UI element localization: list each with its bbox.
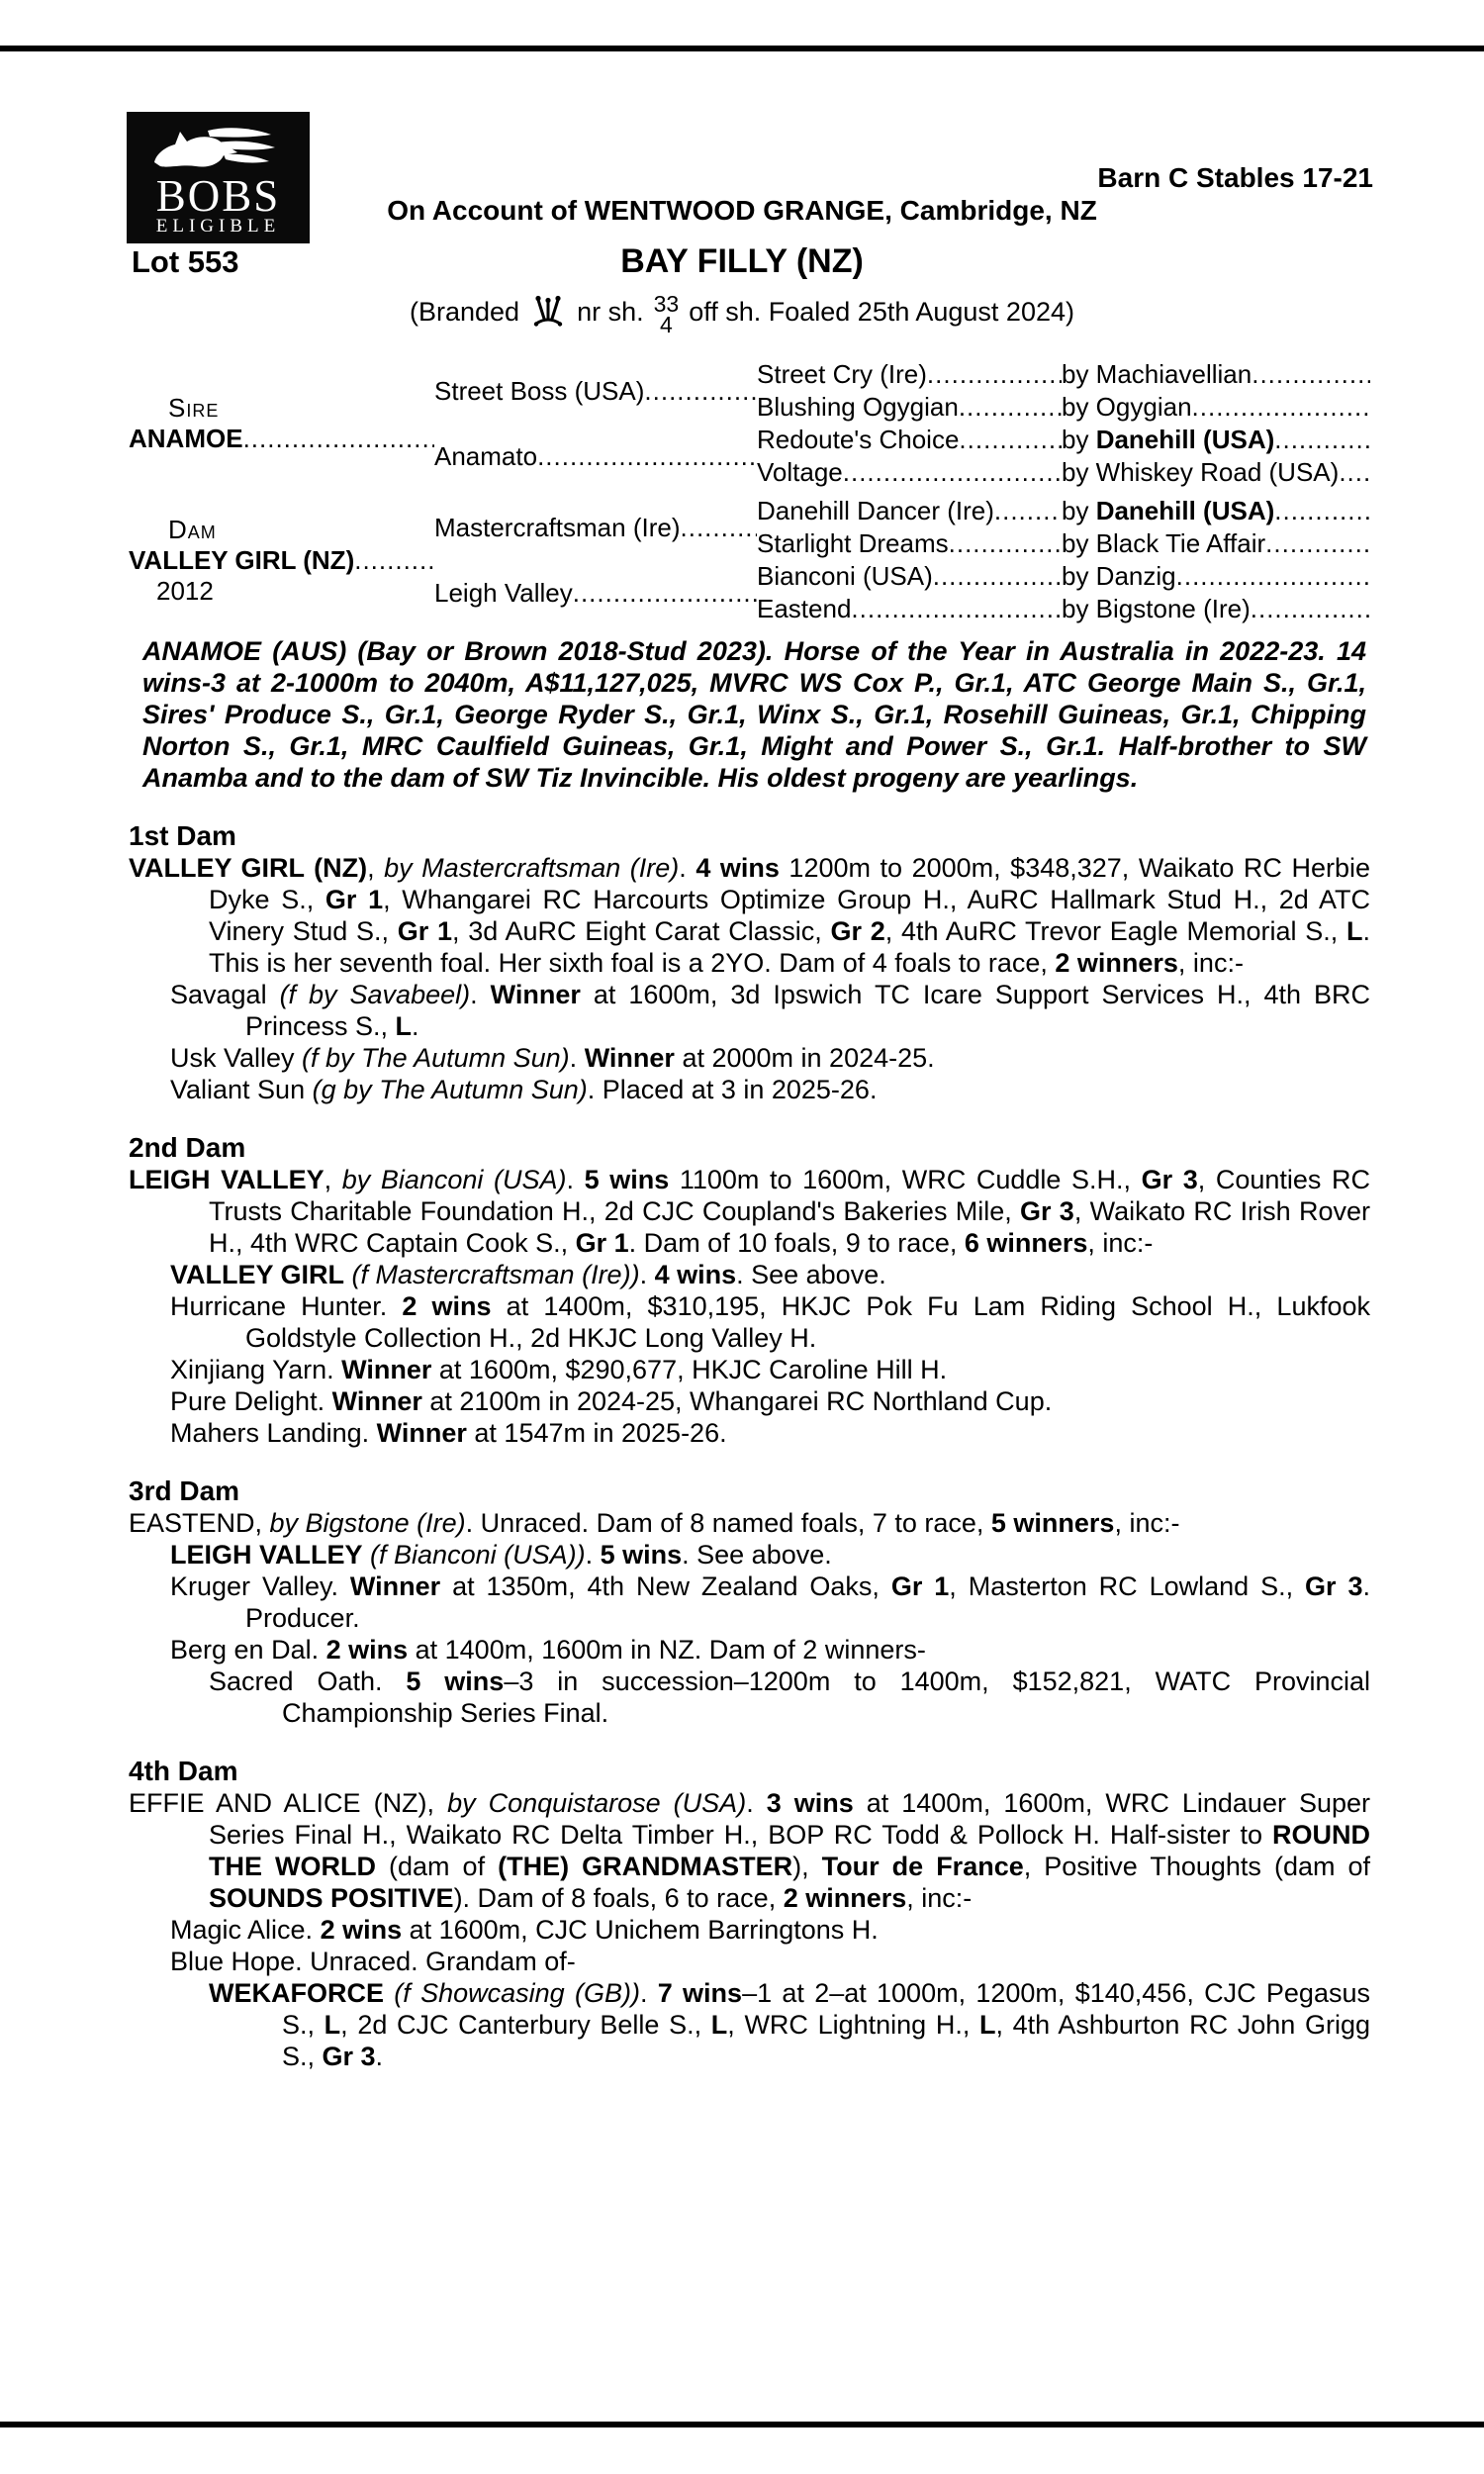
dam-name: VALLEY GIRL (NZ) (129, 544, 355, 575)
sire-cell (129, 358, 434, 489)
horse-name: Eastend (757, 594, 852, 623)
pedigree-by-row (1062, 358, 1370, 391)
pedigree-gen3-row (757, 527, 1062, 560)
dot-leader (354, 545, 434, 576)
pedigree-gen2-row (434, 358, 757, 424)
page-title: BAY FILLY (NZ) (620, 242, 864, 280)
pedigree-gen3-row (757, 391, 1062, 424)
pedigree-text (129, 635, 1370, 2072)
dot-leader (644, 376, 757, 407)
dam-name-row (129, 545, 434, 576)
horse-name: Danehill Dancer (Ire) (757, 496, 994, 525)
sire-name: ANAMOE (129, 424, 243, 453)
progeny-entry: Xinjiang Yarn. Winner at 1600m, $290,677, HKJC Caroline Hill H. (170, 1355, 948, 1384)
by-sire: by Whiskey Road (USA) (1062, 457, 1340, 487)
dot-leader (1192, 392, 1370, 423)
horse-name: Blushing Ogygian (757, 392, 959, 422)
sire-blurb: ANAMOE (AUS) (Bay or Brown 2018-Stud 2023). Horse of the Year in Australia in 2022-23. 14 wins-3 at 2-1000m to 2040m, A$11,127,025, MVRC WS Cox P., Gr.1, ATC George Main S., Gr.1, Sires' Produce S., Gr.1, George Ryder S., Gr.1, Winx S., Gr.1, Rosehill Guineas, Gr.1, Chipping Norton S., Gr.1, MRC Caulfield Guineas, Gr.1, Might and Power S., Gr.1. Half-brother to SW Anamba and to the dam of SW Tiz Invincible. His oldest progeny are yearlings. (142, 636, 1366, 793)
brand-fraction (653, 291, 680, 337)
dam-paragraph: VALLEY GIRL (NZ), by Mastercraftsman (Ire). 4 wins 1200m to 2000m, $348,327, Waikato RC Herbie Dyke S., Gr 1, Whangarei RC Harcourts Optimize Group H., AuRC Hallmark Stud H., 2d ATC Vinery Stud S., Gr 1, 3d AuRC Eight Carat Classic, Gr 2, 4th AuRC Trevor Eagle Memorial S., L. This is her seventh foal. Her sixth foal is a 2YO. Dam of 4 foals to race, 2 winners, inc:- (129, 853, 1371, 978)
dot-leader (851, 594, 1062, 624)
dot-leader (959, 425, 1062, 455)
logo-wordmark: BOBS (155, 171, 281, 221)
progeny-entry: LEIGH VALLEY (f Bianconi (USA)). 5 wins. See above. (170, 1540, 832, 1570)
progeny-entry: Kruger Valley. Winner at 1350m, 4th New Zealand Oaks, Gr 1, Masterton RC Lowland S., Gr 3. Producer. (170, 1571, 1371, 1633)
pedigree-gen2-row (434, 560, 757, 625)
dot-leader (843, 457, 1062, 488)
progeny-entry: Usk Valley (f by The Autumn Sun). Winner at 2000m in 2024-25. (170, 1043, 935, 1073)
branded-line (0, 291, 1484, 337)
dam-cell (129, 495, 434, 625)
dot-leader (933, 561, 1062, 592)
branded-near-shoulder: nr sh. (577, 296, 644, 327)
by-sire: by Danzig (1062, 561, 1176, 591)
progeny-entry: Magic Alice. 2 wins at 1600m, CJC Unichem Barringtons H. (170, 1915, 879, 1945)
by-sire: by Machiavellian (1062, 359, 1252, 389)
dot-leader (573, 578, 757, 609)
sire-label: Sire (168, 393, 220, 423)
header-rule (0, 46, 1484, 51)
horse-name: Bianconi (USA) (757, 561, 933, 591)
pedigree-by-row (1062, 424, 1370, 456)
by-sire: by Black Tie Affair (1062, 528, 1266, 558)
branded-prefix: (Branded (410, 296, 520, 327)
progeny-entry: Blue Hope. Unraced. Grandam of- (170, 1947, 576, 1976)
section-heading-1st-dam: 1st Dam (129, 820, 236, 851)
dot-leader (537, 441, 757, 472)
horse-name: Starlight Dreams (757, 528, 949, 558)
pedigree-gen3-row (757, 593, 1062, 625)
dot-leader (1274, 496, 1370, 526)
logo-subtitle: ELIGIBLE (155, 216, 281, 237)
progeny-entry: VALLEY GIRL (f Mastercraftsman (Ire)). 4 wins. See above. (170, 1260, 886, 1289)
dam-paragraph: LEIGH VALLEY, by Bianconi (USA). 5 wins 1100m to 1600m, WRC Cuddle S.H., Gr 3, Counties RC Trusts Charitable Foundation H., 2d CJC Coupland's Bakeries Mile, Gr 3, Waikato RC Irish Rover H., 4th WRC Captain Cook S., Gr 1. Dam of 10 foals, 9 to race, 6 winners, inc:- (129, 1165, 1370, 1258)
horse-name: Leigh Valley (434, 577, 573, 608)
dot-leader (1252, 359, 1370, 390)
dot-leader (1251, 594, 1370, 624)
progeny-entry: Pure Delight. Winner at 2100m in 2024-25, Whangarei RC Northland Cup. (170, 1386, 1053, 1416)
dot-leader (959, 392, 1062, 423)
pedigree-gen3-row (757, 456, 1062, 489)
branded-suffix: off sh. Foaled 25th August 2024) (689, 296, 1074, 327)
dam-year: 2012 (156, 575, 214, 606)
pedigree-by-row (1062, 391, 1370, 424)
dot-leader (1274, 425, 1370, 455)
pedigree-by-row (1062, 560, 1370, 593)
dam-label: Dam (168, 514, 217, 544)
section-heading-3rd-dam: 3rd Dam (129, 1475, 240, 1506)
pedigree-gen3-row (757, 424, 1062, 456)
horse-head-icon (144, 125, 293, 176)
dot-leader (1339, 457, 1370, 488)
progeny-entry: Savagal (f by Savabeel). Winner at 1600m, 3d Ipswich TC Icare Support Services H., 4th BRC Princess S., L. (170, 980, 1370, 1041)
progeny-entry: Valiant Sun (g by The Autumn Sun). Placed at 3 in 2025-26. (170, 1075, 878, 1104)
horse-name: Voltage (757, 457, 843, 487)
dam-paragraph: EFFIE AND ALICE (NZ), by Conquistarose (USA). 3 wins at 1400m, 1600m, WRC Lindauer Super Series Final H., Waikato RC Delta Timber H., BOP RC Todd & Pollock H. Half-sister to ROUND THE WORLD (dam of (THE) GRANDMASTER), Tour de France, Positive Thoughts (dam of SOUNDS POSITIVE). Dam of 8 foals, 6 to race, 2 winners, inc:- (129, 1788, 1371, 1913)
dot-leader (949, 528, 1062, 559)
pedigree-by-row (1062, 456, 1370, 489)
progeny-entry: Berg en Dal. 2 wins at 1400m, 1600m in NZ. Dam of 2 winners- (170, 1635, 926, 1665)
pedigree-gen3-row (757, 358, 1062, 391)
horse-name: Redoute's Choice (757, 425, 960, 454)
dam-paragraph: EASTEND, by Bigstone (Ire). Unraced. Dam of 8 named foals, 7 to race, 5 winners, inc:- (129, 1508, 1180, 1538)
lot-number: Lot 553 (132, 244, 239, 279)
section-heading-4th-dam: 4th Dam (129, 1756, 238, 1786)
progeny-entry: Sacred Oath. 5 wins–3 in succession–1200m to 1400m, $152,821, WATC Provincial Championship Series Final. (209, 1666, 1371, 1728)
pedigree-gen3-row (757, 560, 1062, 593)
progeny-entry: Hurricane Hunter. 2 wins at 1400m, $310,195, HKJC Pok Fu Lam Riding School H., Lukfook Goldstyle Collection H., 2d HKJC Long Valley H. (170, 1291, 1370, 1353)
brand-fraction-top: 33 (653, 291, 680, 317)
by-sire: by Bigstone (Ire) (1062, 594, 1251, 623)
brand-fraction-bottom: 4 (660, 312, 673, 337)
footer-rule (0, 2422, 1484, 2427)
pedigree-gen2-row (434, 495, 757, 560)
by-sire: by Ogygian (1062, 392, 1192, 422)
dot-leader (927, 359, 1062, 390)
dot-leader (994, 496, 1062, 526)
pedigree-by-row (1062, 527, 1370, 560)
section-heading-2nd-dam: 2nd Dam (129, 1132, 246, 1163)
pedigree-gen3-row (757, 495, 1062, 527)
dot-leader (243, 424, 434, 454)
progeny-entry: Mahers Landing. Winner at 1547m in 2025-26. (170, 1418, 727, 1448)
dot-leader (1176, 561, 1370, 592)
horse-name: Street Boss (USA) (434, 375, 645, 406)
horse-name: Anamato (434, 440, 538, 471)
brand-mark-icon (529, 294, 567, 330)
horse-name: Mastercraftsman (Ire) (434, 512, 681, 542)
by-sire: by Danehill (USA) (1062, 496, 1275, 525)
by-sire: by Danehill (USA) (1062, 425, 1275, 454)
pedigree-table (129, 358, 1370, 625)
sire-name-row (129, 424, 434, 454)
pedigree-gen2-row (434, 424, 757, 489)
account-line: On Account of WENTWOOD GRANGE, Cambridge, NZ (387, 195, 1097, 226)
horse-name: Street Cry (Ire) (757, 359, 927, 389)
barn-stables-line: Barn C Stables 17-21 (1097, 162, 1373, 193)
pedigree-by-row (1062, 593, 1370, 625)
dot-leader (1265, 528, 1370, 559)
progeny-entry: WEKAFORCE (f Showcasing (GB)). 7 wins–1 at 2–at 1000m, 1200m, $140,456, CJC Pegasus S., L, 2d CJC Canterbury Belle S., L, WRC Lightning H., L, 4th Ashburton RC John Grigg S., Gr 3. (209, 1978, 1370, 2071)
pedigree-by-row (1062, 495, 1370, 527)
dot-leader (681, 513, 758, 543)
